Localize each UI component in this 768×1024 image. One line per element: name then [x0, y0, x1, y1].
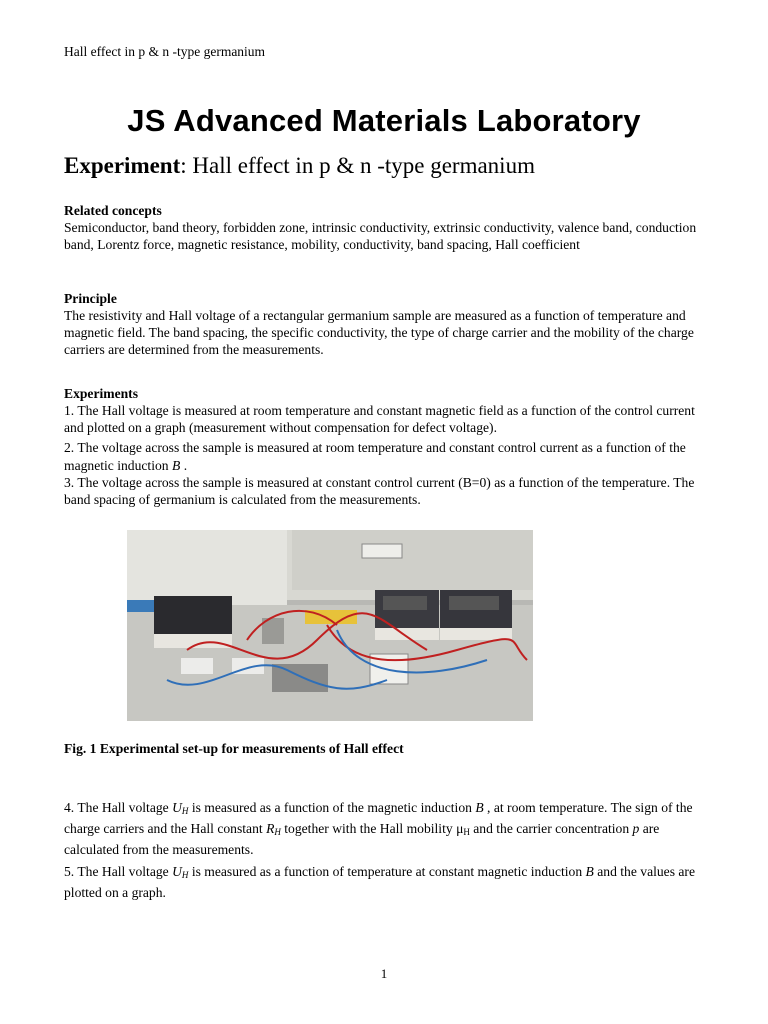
p4-d: together with the Hall mobility — [280, 821, 457, 837]
item2-text: 2. The voltage across the sample is measured at room temperature and constant control current as a function of the magnetic induction — [64, 440, 686, 473]
later-experiments-section — [64, 799, 714, 901]
principle-text: The resistivity and Hall voltage of a rectangular germanium sample are measured as a function of temperature and magnetic field. The band spacing, the specific conductivity, the type of charge carrier and the mobility of the charge carriers are determined from the measurements. — [64, 308, 694, 358]
experiment-item-1: 1. The Hall voltage is measured at room temperature and constant magnetic field as a function of the control current and plotted on a graph (measurement without compensation for defect voltage). — [64, 403, 695, 436]
symbol-p: p — [632, 821, 640, 837]
page-number: 1 — [380, 966, 388, 981]
figure-caption: Fig. 1 Experimental set-up for measurements of Hall effect — [64, 741, 404, 756]
symbol-mu: μ — [456, 821, 464, 837]
experiment-title — [64, 153, 535, 179]
p4-c: , at room temperature. The sign of the charge carriers and the Hall constant — [64, 800, 693, 837]
symbol-U: U — [172, 863, 182, 879]
p4-e: and the carrier concentration — [469, 821, 633, 837]
item2-end: . — [183, 457, 188, 473]
p5-b: is measured as a function of temperature at constant magnetic induction — [188, 863, 586, 879]
running-header: Hall effect in p & n -type germanium — [64, 44, 266, 59]
symbol-H: H — [274, 827, 281, 838]
experiments-section — [64, 385, 714, 508]
experiment-item-5 — [64, 863, 714, 901]
p5-a: 5. The Hall voltage — [64, 863, 173, 879]
p4-b: is measured as a function of the magnetic induction — [188, 800, 476, 815]
principle-section — [64, 290, 714, 359]
experiments-heading: Experiments — [64, 386, 139, 401]
p4-f: are calculated from the measurements. — [64, 821, 660, 858]
symbol-H: H — [181, 806, 189, 816]
principle-heading: Principle — [64, 291, 117, 306]
experiment-item-4 — [64, 799, 714, 859]
p5-c: and the values are plotted on a graph. — [64, 863, 695, 900]
related-concepts-section — [64, 202, 714, 253]
related-concepts-heading: Related concepts — [64, 203, 162, 218]
symbol-H: H — [463, 827, 470, 838]
p4-a: 4. The Hall voltage — [64, 800, 173, 815]
experiment-item-2 — [64, 439, 714, 473]
setup-photo-illustration — [127, 530, 533, 721]
page-title: JS Advanced Materials Laboratory — [127, 103, 641, 138]
symbol-U: U — [172, 800, 182, 815]
symbol-B: B — [475, 800, 484, 815]
experiment-label: Experiment — [64, 153, 181, 178]
symbol-H: H — [181, 869, 189, 880]
experiment-item-3: 3. The voltage across the sample is measured at constant control current (B=0) as a function of the temperature. The band spacing of germanium is calculated from the measurements. — [64, 474, 695, 508]
related-concepts-text: Semiconductor, band theory, forbidden zone, intrinsic conductivity, extrinsic conductivity, valence band, conduction band, Lorentz force, magnetic resistance, mobility, conductivity, band spacing, Hall coefficient — [64, 220, 697, 253]
symbol-B: B — [585, 863, 594, 879]
experiment-text: : Hall effect in p & n -type germanium — [180, 153, 535, 178]
experimental-setup-photo — [127, 530, 533, 721]
symbol-R: R — [266, 821, 275, 837]
symbol-B: B — [171, 457, 181, 473]
